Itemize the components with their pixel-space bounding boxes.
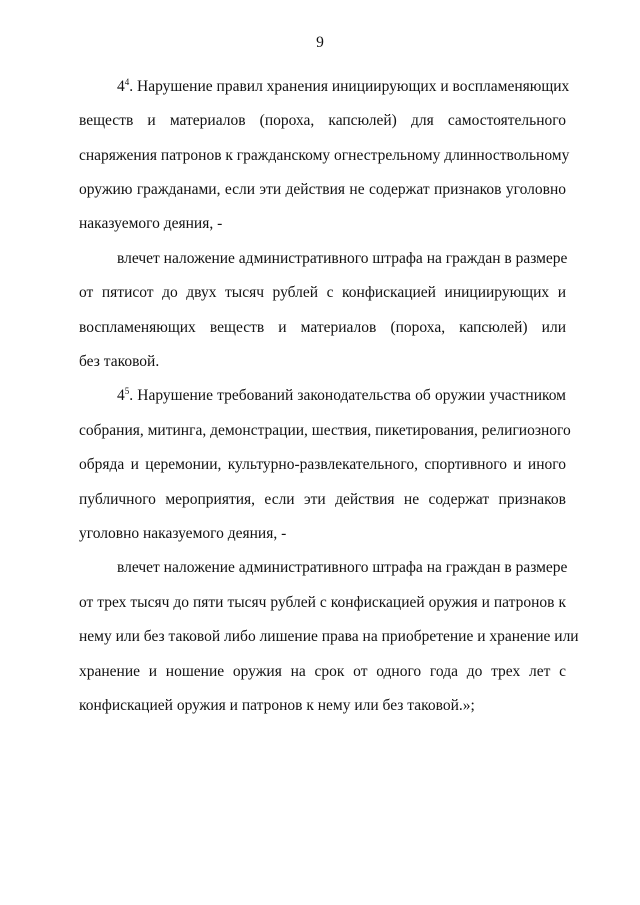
item-superscript: 4 xyxy=(124,76,130,87)
paragraph-4-5-line-2: собрания, митинга, демонстрации, шествия, пикетирования, религиозного xyxy=(79,422,571,439)
paragraph-4-4-line-5: наказуемого деяния, - xyxy=(79,215,223,232)
item-number: 4 xyxy=(117,387,125,404)
penalty-1-line-1: влечет наложение административного штрафа на граждан в размере xyxy=(117,250,568,267)
penalty-1-line-2: от пятисот до двух тысяч рублей с конфискацией инициирующих и xyxy=(79,284,566,301)
paragraph-4-5-line-3: обряда и церемонии, культурно-развлекательного, спортивного и иного xyxy=(79,456,566,473)
penalty-2-line-3: нему или без таковой либо лишение права на приобретение и хранение или xyxy=(79,628,579,645)
paragraph-4-5-line-1 xyxy=(117,386,566,406)
penalty-2-line-1: влечет наложение административного штрафа на граждан в размере xyxy=(117,559,568,576)
text-span: . Нарушение правил хранения инициирующих и воспламеняющих xyxy=(129,78,570,95)
page-number: 9 xyxy=(316,34,324,51)
paragraph-4-4-line-1 xyxy=(117,76,570,97)
item-number: 4 xyxy=(117,78,125,95)
paragraph-4-5-line-4: публичного мероприятия, если эти действия не содержат признаков xyxy=(79,491,566,508)
paragraph-4-5-line-5: уголовно наказуемого деяния, - xyxy=(79,525,287,542)
penalty-2-line-2: от трех тысяч до пяти тысяч рублей с конфискацией оружия и патронов к xyxy=(79,594,566,611)
paragraph-4-4-line-4: оружию гражданами, если эти действия не содержат признаков уголовно xyxy=(79,181,566,198)
text-span: . Нарушение требований законодательства об оружии участником xyxy=(129,387,566,404)
penalty-1-line-4: без таковой. xyxy=(79,353,160,370)
penalty-2-line-4: хранение и ношение оружия на срок от одного года до трех лет с xyxy=(79,663,566,680)
paragraph-4-4-line-3: снаряжения патронов к гражданскому огнестрельному длинноствольному xyxy=(79,147,570,164)
item-superscript: 5 xyxy=(124,385,130,396)
penalty-1-line-3: воспламеняющих веществ и материалов (пороха, капсюлей) или xyxy=(79,319,566,336)
paragraph-4-4-line-2: веществ и материалов (пороха, капсюлей) для самостоятельного xyxy=(79,112,566,129)
penalty-2-line-5: конфискацией оружия и патронов к нему или без таковой.»; xyxy=(79,697,475,714)
